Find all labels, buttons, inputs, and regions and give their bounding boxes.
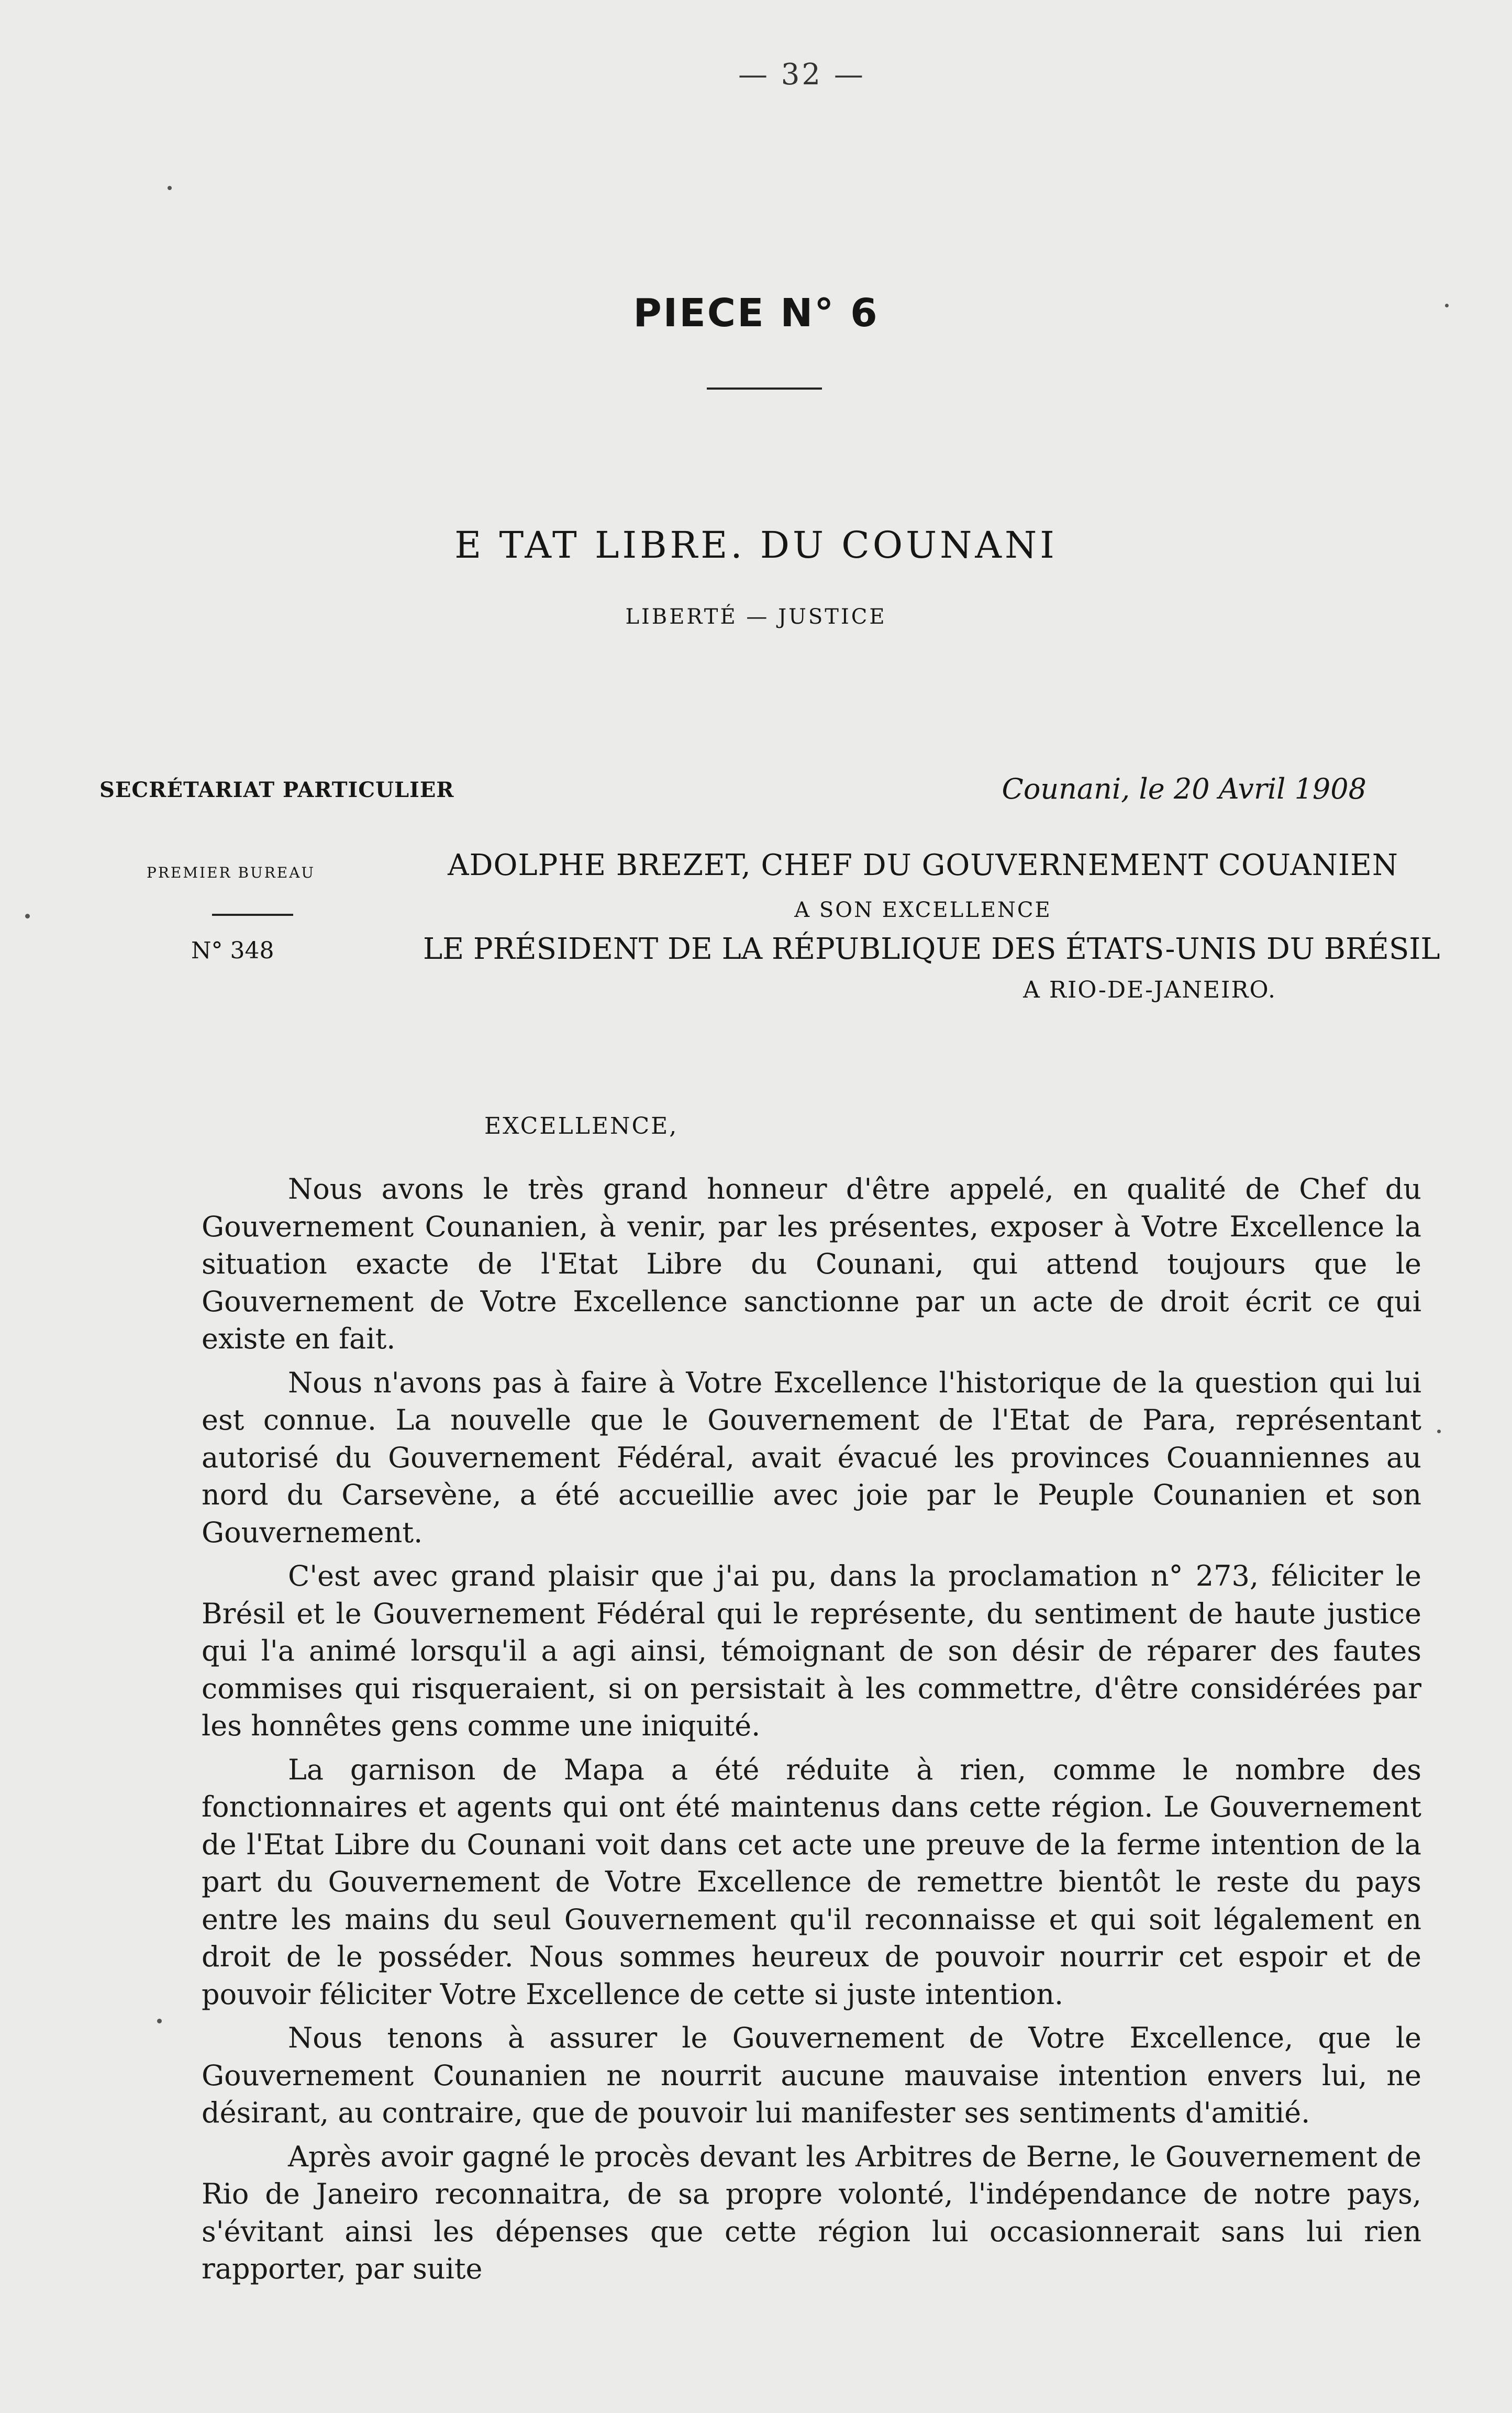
ink-speck	[1437, 1430, 1441, 1433]
paragraph: Nous tenons à assurer le Gouvernement de Votre Excellence, que le Gouvernement Counanien ne nourrit aucune mauvaise intention envers lui, ne désirant, au contraire, que de pouvoir lui manifester ses sentiments d'amitié.	[202, 2021, 1421, 2129]
paragraph: Après avoir gagné le procès devant les Arbitres de Berne, le Gouvernement de Rio de Janeiro reconnaitra, de sa propre volonté, l'indépendance de notre pays, s'évitant ainsi les dépenses que cette région lui occasionnerait sans lui rien rapporter, par suite	[202, 2140, 1421, 2285]
ink-speck	[1445, 304, 1449, 307]
letter-body	[202, 1170, 1421, 2294]
left-column-rule	[212, 914, 293, 916]
state-title: E TAT LIBRE. DU COUNANI	[454, 524, 1058, 567]
salutation: EXCELLENCE,	[484, 1113, 679, 1139]
sender-line: ADOLPHE BREZET, CHEF DU GOUVERNEMENT COUANIEN	[448, 848, 1398, 882]
paragraph: C'est avec grand plaisir que j'ai pu, dans la proclamation n° 273, féliciter le Brésil et le Gouvernement Fédéral qui le représente, du sentiment de haute justice qui l'a animé lorsqu'il a agi ainsi, témoignant de son désir de réparer des fautes commises qui risqueraient, si on persistait à les commettre, d'être considérées par les honnêtes gens comme une iniquité.	[202, 1559, 1421, 1742]
ink-speck	[157, 2019, 162, 2023]
page-number: — 32 —	[738, 58, 865, 92]
secretariat-label: SECRÉTARIAT PARTICULIER	[99, 778, 454, 802]
recipient-line: LE PRÉSIDENT DE LA RÉPUBLIQUE DES ÉTATS-UNIS DU BRÉSIL	[423, 932, 1440, 966]
title-underline	[707, 388, 822, 390]
paragraph: La garnison de Mapa a été réduite à rien, comme le nombre des fonctionnaires et agents qui ont été maintenus dans cette région. Le Gouvernement de l'Etat Libre du Counani voit dans cet acte une preuve de la ferme intention de la part du Gouvernement de Votre Excellence de remettre bientôt le reste du pays entre les mains du seul Gouvernement qu'il reconnaisse et qui soit légalement en droit de le posséder. Nous sommes heureux de pouvoir nourrir cet espoir et de pouvoir féliciter Votre Excellence de cette si juste intention.	[202, 1753, 1421, 2011]
date-line: Counani, le 20 Avril 1908	[1002, 772, 1366, 805]
document-number: N° 348	[191, 937, 274, 964]
ink-speck	[168, 186, 172, 190]
ink-speck	[25, 914, 30, 918]
piece-title: PIECE N° 6	[633, 291, 879, 336]
paragraph: Nous avons le très grand honneur d'être appelé, en qualité de Chef du Gouvernement Counanien, à venir, par les présentes, exposer à Votre Excellence la situation exacte de l'Etat Libre du Counani, qui attend toujours que le Gouvernement de Votre Excellence sanctionne par un acte de droit écrit ce qui existe en fait.	[202, 1172, 1421, 1355]
bureau-label: PREMIER BUREAU	[147, 864, 316, 881]
motto: LIBERTÉ — JUSTICE	[625, 605, 887, 629]
addressee-prefix: A SON EXCELLENCE	[794, 898, 1052, 922]
paragraph: Nous n'avons pas à faire à Votre Excellence l'historique de la question qui lui est connue. La nouvelle que le Gouvernement de l'Etat de Para, représentant autorisé du Gouvernement Fédéral, avait évacué les provinces Couanniennes au nord du Carsevène, a été accueillie avec joie par le Peuple Counanien et son Gouvernement.	[202, 1366, 1421, 1549]
recipient-location: A RIO-DE-JANEIRO.	[1023, 977, 1276, 1003]
